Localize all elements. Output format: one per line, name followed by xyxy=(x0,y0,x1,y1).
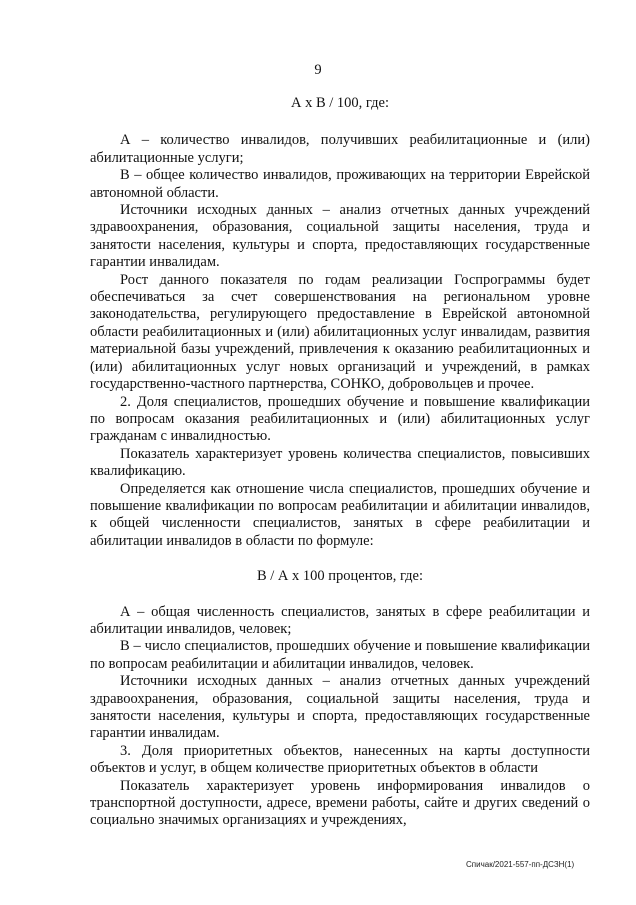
paragraph: Рост данного показателя по годам реализации Госпрограммы будет обеспечиваться за счет совершенствования на региональном уровне законодательства, регулирующего предоставление в Еврейской автономной области реабилитационных и (или) абилитационных услуг инвалидам, развития материальной базы учреждений, привлечения к оказанию реабилитационных и (или) абилитационных услуг новых организаций и учреждений, в рамках государственно-частного партнерства, СОНКО, добровольцев и прочее. xyxy=(90,271,590,393)
paragraph: Источники исходных данных – анализ отчетных данных учреждений здравоохранения, образования, социальной защиты населения, труда и занятости населения, культуры и спорта, предоставляющих государственные гарантии инвалидам. xyxy=(90,673,590,742)
paragraph: А – количество инвалидов, получивших реабилитационные и (или) абилитационные услуги; xyxy=(90,132,590,166)
paragraph: В – число специалистов, прошедших обучение и повышение квалификации по вопросам реабилитации и абилитации инвалидов, человек. xyxy=(90,638,590,672)
paragraph: 3. Доля приоритетных объектов, нанесенных на карты доступности объектов и услуг, в общем количестве приоритетных объектов в области xyxy=(90,742,590,777)
document-body xyxy=(90,95,590,830)
paragraph: Определяется как отношение числа специалистов, прошедших обучение и повышение квалификации по вопросам реабилитации и абилитации инвалидов, к общей численности специалистов, занятых в сфере реабилитации и абилитации инвалидов в области по формуле: xyxy=(90,480,590,549)
spacer xyxy=(90,550,590,568)
paragraph: 2. Доля специалистов, прошедших обучение и повышение квалификации по вопросам оказания реабилитационных и (или) абилитационных услуг гражданам с инвалидностью. xyxy=(90,393,590,445)
spacer xyxy=(90,112,590,132)
paragraph: Источники исходных данных – анализ отчетных данных учреждений здравоохранения, образования, социальной защиты населения, труда и занятости населения, культуры и спорта, предоставляющих государственные гарантии инвалидам. xyxy=(90,202,590,271)
document-code: Спичак/2021-557-пп-ДСЗН(1) xyxy=(466,860,575,869)
paragraph: Показатель характеризует уровень количества специалистов, повысивших квалификацию. xyxy=(90,445,590,480)
page-number: 9 xyxy=(314,62,322,78)
spacer xyxy=(90,586,590,604)
paragraph: А – общая численность специалистов, занятых в сфере реабилитации и абилитации инвалидов, человек; xyxy=(90,603,590,637)
paragraph: В – общее количество инвалидов, проживающих на территории Еврейской автономной области. xyxy=(90,167,590,201)
formula-heading-1: А х В / 100, где: xyxy=(291,95,389,111)
paragraph: Показатель характеризует уровень информирования инвалидов о транспортной доступности, адресе, времени работы, сайте и других сведений о социально значимых организациях и учреждениях, xyxy=(90,777,590,829)
formula-heading-2: В / А х 100 процентов, где: xyxy=(256,568,424,585)
